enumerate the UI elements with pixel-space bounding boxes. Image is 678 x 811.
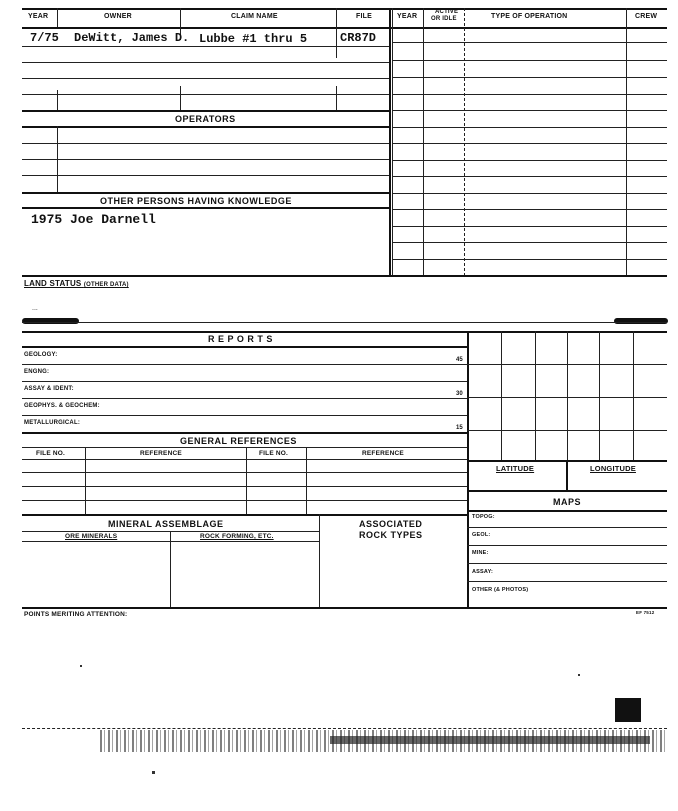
maps-topog: TOPOG:: [472, 514, 495, 520]
maps-assay: ASSAY:: [472, 569, 494, 575]
entry-owner: DeWitt, James D.: [74, 31, 190, 45]
col-reference: REFERENCE: [140, 450, 182, 457]
header-crew: CREW: [635, 13, 658, 20]
ink-smudge-left: [22, 318, 79, 324]
general-references-title: GENERAL REFERENCES: [180, 436, 297, 446]
report-row-assay: ASSAY & IDENT:: [24, 386, 74, 392]
reports-title: R E P O R T S: [208, 334, 273, 344]
associated-rock-types-2: ROCK TYPES: [359, 530, 423, 540]
scan-mark-square: [615, 698, 641, 722]
report-row-engng: ENGNG:: [24, 369, 50, 375]
ore-minerals-label: ORE MINERALS: [65, 533, 118, 540]
longitude-label: LONGITUDE: [590, 464, 636, 473]
rock-forming-label: ROCK FORMING, ETC.: [200, 533, 274, 540]
entry-date: 7/75: [30, 31, 59, 45]
other-persons-entry: 1975 Joe Darnell: [31, 212, 156, 227]
header-file: FILE: [356, 13, 372, 20]
report-num-metallurgical: 15: [456, 425, 463, 431]
entry-claim: Lubbe #1 thru 5: [199, 32, 308, 46]
report-num-geology: 45: [456, 357, 463, 363]
header-year: YEAR: [28, 13, 49, 20]
operators-title: OPERATORS: [175, 114, 236, 124]
scan-dot-1: [80, 665, 82, 667]
col-file-no: FILE NO.: [36, 450, 66, 457]
report-row-geophys: GEOPHYS. & GEOCHEM:: [24, 403, 100, 409]
land-status-label: LAND STATUS (OTHER DATA): [24, 279, 129, 288]
header-claim-name: CLAIM NAME: [231, 13, 278, 20]
points-meriting-attention: POINTS MERITING ATTENTION:: [24, 611, 128, 618]
col-reference-2: REFERENCE: [362, 450, 404, 457]
header-type-of-operation: TYPE OF OPERATION: [491, 13, 568, 20]
scan-dot-2: [152, 771, 155, 774]
scan-dot-3: [578, 674, 580, 676]
latitude-label: LATITUDE: [496, 464, 535, 473]
dots-mark: ...: [32, 305, 38, 312]
scan-noise-band-2: [330, 736, 650, 744]
col-file-no-2: FILE NO.: [259, 450, 289, 457]
form-number: EF 7512: [636, 610, 655, 615]
header-active-2: OR IDLE: [431, 16, 457, 22]
header-active-1: ACTIVE: [435, 9, 459, 15]
header-owner: OWNER: [104, 13, 132, 20]
maps-other: OTHER (& PHOTOS): [472, 587, 529, 593]
maps-geol: GEOL:: [472, 532, 491, 538]
entry-file: CR87D: [340, 31, 377, 45]
header-year-2: YEAR: [397, 13, 418, 20]
mineral-assemblage-title: MINERAL ASSEMBLAGE: [108, 519, 224, 529]
other-persons-title: OTHER PERSONS HAVING KNOWLEDGE: [100, 196, 292, 206]
ink-smudge-right: [614, 318, 668, 324]
maps-title: MAPS: [553, 497, 582, 507]
report-num-assay: 30: [456, 391, 463, 397]
maps-mine: MINE:: [472, 550, 489, 556]
report-row-geology: GEOLOGY:: [24, 352, 58, 358]
report-row-metallurgical: METALLURGICAL:: [24, 420, 81, 426]
associated-rock-types-1: ASSOCIATED: [359, 519, 423, 529]
